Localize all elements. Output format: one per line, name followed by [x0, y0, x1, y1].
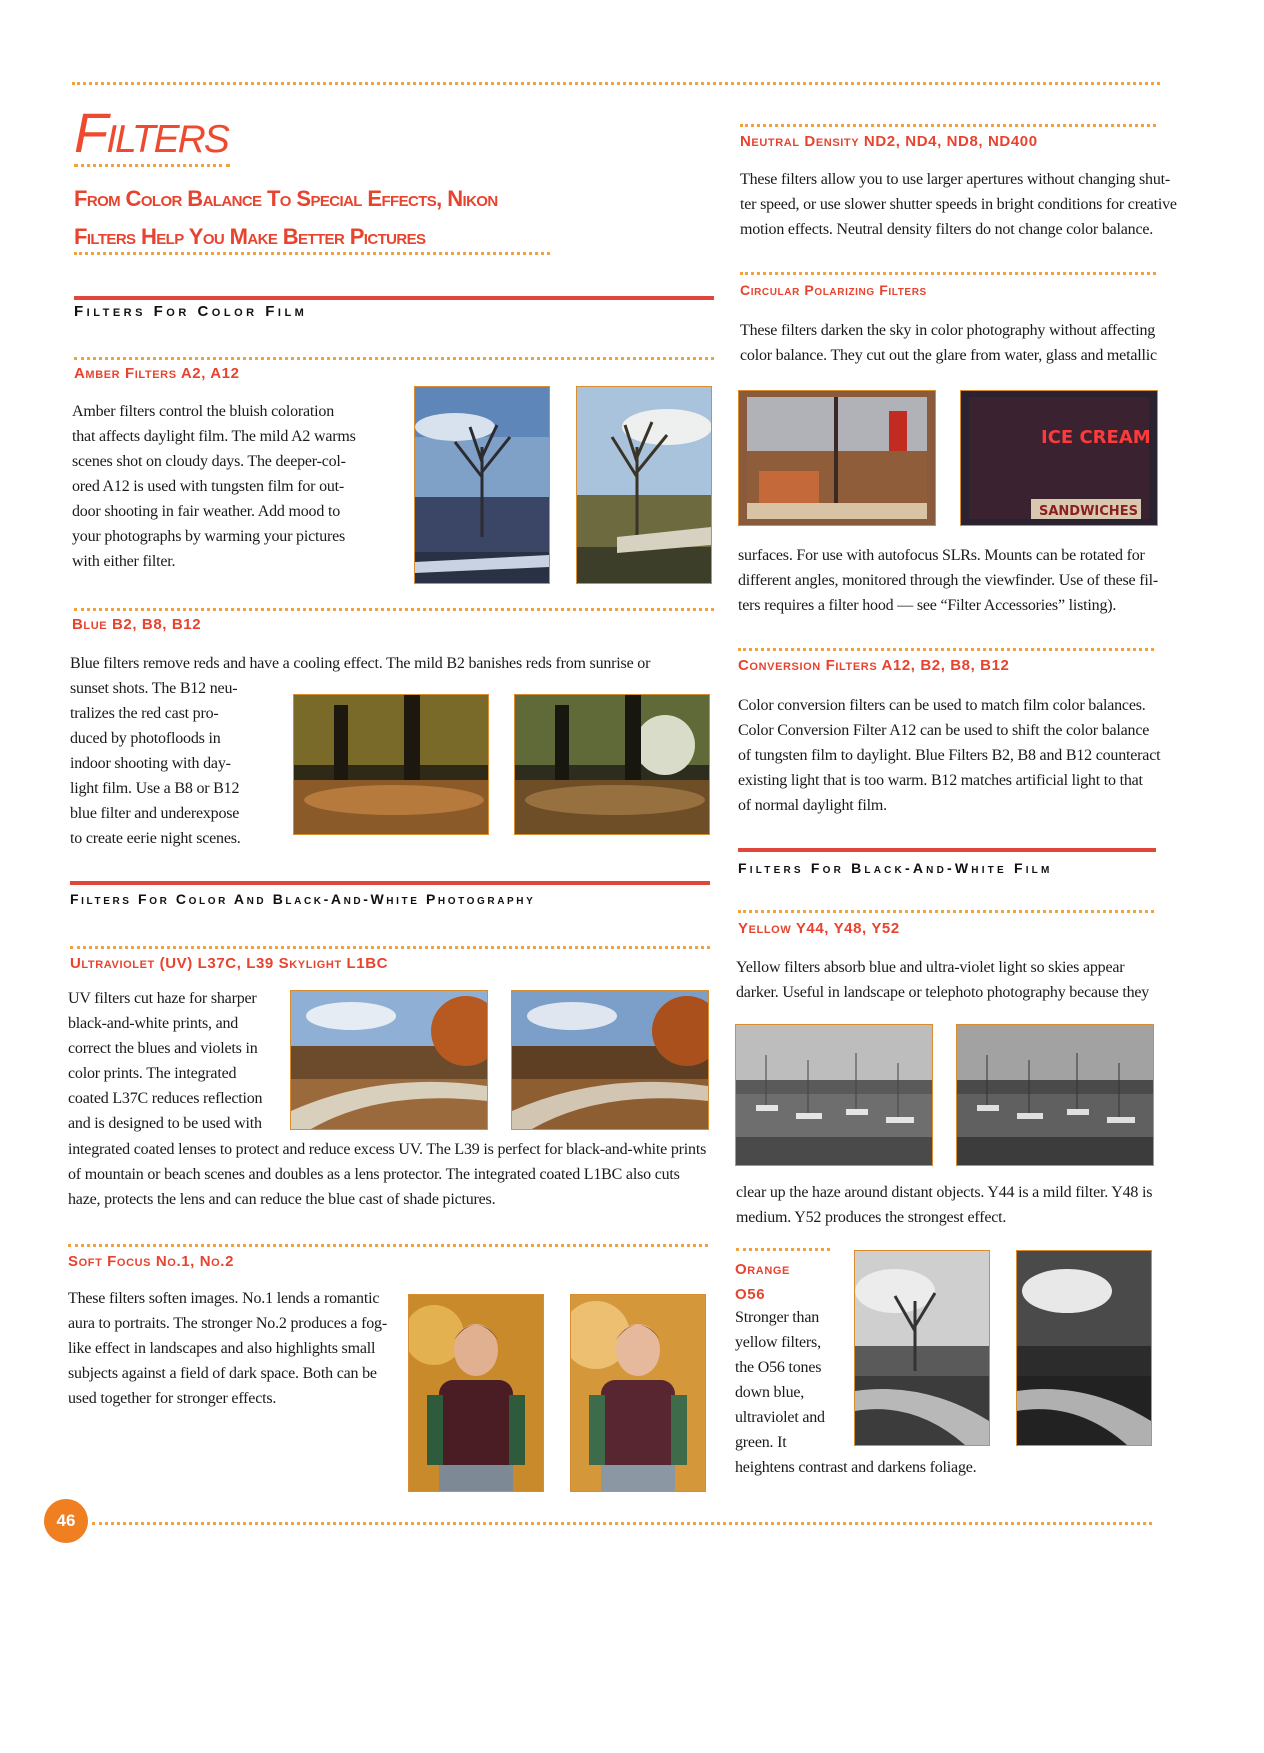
section-rule-color-film — [74, 296, 714, 300]
yellow-after-text — [736, 1180, 1156, 1230]
text-line: color prints. The integrated — [68, 1065, 237, 1082]
text-line: with either filter. — [72, 553, 176, 570]
conversion-heading: Conversion Filters A12, B2, B8, B12 — [738, 657, 1010, 674]
text-line: of mountain or beach scenes and doubles as a lens protector. The integrated coated L1BC also cuts — [68, 1166, 680, 1183]
sign-board-text: SANDWICHES — [1039, 504, 1138, 519]
nd-heading: Neutral Density ND2, ND4, ND8, ND400 — [740, 133, 1038, 150]
text-line: the O56 tones — [735, 1359, 822, 1376]
uv-text — [68, 986, 278, 1136]
amber-dotted-rule — [74, 357, 714, 360]
text-line: and is designed to be used with — [68, 1115, 262, 1132]
section-title-color-film: Filters For Color Film — [74, 303, 308, 320]
yellow-photo-after — [956, 1024, 1154, 1166]
amber-photo-after — [576, 386, 712, 584]
text-line: Amber filters control the bluish coloration — [72, 403, 335, 420]
text-line: correct the blues and violets in — [68, 1040, 258, 1057]
text-line: black-and-white prints, and — [68, 1015, 239, 1032]
conversion-dotted-rule — [738, 648, 1154, 651]
orange-last-line: heightens contrast and darkens foliage. — [735, 1459, 977, 1476]
orange-heading-line-2: O56 — [735, 1286, 766, 1303]
orange-heading-line-1: Orange — [735, 1261, 790, 1278]
text-line: existing light that is too warm. B12 matches artificial light to that — [738, 772, 1143, 789]
soft-photo-after — [570, 1294, 706, 1492]
text-line: coated L37C reduces reflection — [68, 1090, 263, 1107]
soft-photo-before — [408, 1294, 544, 1492]
text-line: Color conversion filters can be used to match film color balances. — [738, 697, 1146, 714]
text-line: Stronger than — [735, 1309, 820, 1326]
polar-after-text — [738, 543, 1158, 618]
polar-photo-after — [960, 390, 1158, 526]
subtitle-line-2: Filters Help You Make Better Pictures — [74, 224, 426, 249]
yellow-dotted-rule — [738, 910, 1154, 913]
text-line: haze, protects the lens and can reduce the blue cast of shade pictures. — [68, 1191, 496, 1208]
text-line: ultraviolet and — [735, 1409, 825, 1426]
amber-text — [72, 399, 402, 574]
blue-first-line: Blue filters remove reds and have a cooling effect. The mild B2 banishes reds from sunrise or — [70, 655, 651, 672]
subtitle-underline — [74, 252, 550, 255]
polar-text — [740, 318, 1160, 368]
bottom-dotted-rule — [92, 1522, 1152, 1525]
text-line: yellow filters, — [735, 1334, 821, 1351]
page-title: Filters — [74, 101, 228, 164]
text-line: These filters allow you to use larger apertures without changing shut- — [740, 171, 1171, 188]
text-line: used together for stronger effects. — [68, 1390, 277, 1407]
text-line: different angles, monitored through the viewfinder. Use of these fil- — [738, 572, 1159, 589]
text-line: These filters soften images. No.1 lends a romantic — [68, 1290, 380, 1307]
section-title-bw-film: Filters For Black-And-White Film — [738, 860, 1053, 876]
uv-photo-before — [290, 990, 488, 1130]
yellow-photo-before — [735, 1024, 933, 1166]
section-rule-color-bw — [70, 881, 710, 885]
text-line: door shooting in fair weather. Add mood to — [72, 503, 341, 520]
top-dotted-rule — [72, 82, 1160, 85]
nd-text — [740, 167, 1177, 242]
uv-photo-after — [511, 990, 709, 1130]
text-line: green. It — [735, 1434, 787, 1451]
text-line: of tungsten film to daylight. Blue Filters B2, B8 and B12 counteract — [738, 747, 1161, 764]
page-number-badge: 46 — [44, 1499, 88, 1543]
text-line: subjects against a field of dark space. Both can be — [68, 1365, 377, 1382]
text-line: your photographs by warming your pictures — [72, 528, 346, 545]
text-line: tralizes the red cast pro- — [70, 705, 219, 722]
sign-neon-text: ICE CREAM — [1041, 427, 1151, 448]
uv-wide-text — [68, 1137, 728, 1212]
text-line: Yellow filters absorb blue and ultra-violet light so skies appear — [736, 959, 1125, 976]
amber-photo-before — [414, 386, 550, 584]
text-line: color balance. They cut out the glare from water, glass and metallic — [740, 347, 1157, 364]
text-line: ter speed, or use slower shutter speeds in bright conditions for creative — [740, 196, 1177, 213]
text-line: motion effects. Neutral density filters do not change color balance. — [740, 221, 1154, 238]
text-line: like effect in landscapes and also highlights small — [68, 1340, 376, 1357]
polar-dotted-rule — [740, 272, 1156, 275]
text-line: of normal daylight film. — [738, 797, 887, 814]
orange-photo-before — [854, 1250, 990, 1446]
blue-photo-after — [514, 694, 710, 835]
text-line: duced by photofloods in — [70, 730, 221, 747]
text-line: that affects daylight film. The mild A2 warms — [72, 428, 356, 445]
text-line: surfaces. For use with autofocus SLRs. Mounts can be rotated for — [738, 547, 1145, 564]
text-line: darker. Useful in landscape or telephoto photography because they — [736, 984, 1150, 1001]
orange-heading — [735, 1257, 790, 1307]
page-subtitle — [74, 180, 714, 256]
orange-dotted-rule — [736, 1248, 830, 1251]
text-line: integrated coated lenses to protect and reduce excess UV. The L39 is perfect for black-and-white prints — [68, 1141, 707, 1158]
text-line: UV filters cut haze for sharper — [68, 990, 257, 1007]
soft-dotted-rule — [68, 1244, 708, 1247]
yellow-heading: Yellow Y44, Y48, Y52 — [738, 920, 900, 937]
polar-photo-before — [738, 390, 936, 526]
title-underline — [74, 164, 230, 167]
text-line: Color Conversion Filter A12 can be used to shift the color balance — [738, 722, 1150, 739]
subtitle-line-1: From Color Balance To Special Effects, Nikon — [74, 186, 498, 211]
orange-photo-after — [1016, 1250, 1152, 1446]
text-line: These filters darken the sky in color photography without affecting — [740, 322, 1156, 339]
text-line: indoor shooting with day- — [70, 755, 231, 772]
yellow-text — [736, 955, 1156, 1005]
text-line: down blue, — [735, 1384, 805, 1401]
blue-text — [70, 676, 270, 851]
section-title-color-bw: Filters For Color And Black-And-White Photography — [70, 891, 536, 907]
nd-dotted-rule — [740, 124, 1156, 127]
polar-heading: Circular Polarizing Filters — [740, 282, 927, 298]
soft-text — [68, 1286, 398, 1411]
blue-photo-before — [293, 694, 489, 835]
uv-heading: Ultraviolet (UV) L37C, L39 Skylight L1BC — [70, 955, 389, 972]
uv-dotted-rule — [70, 946, 710, 949]
text-line: scenes shot on cloudy days. The deeper-col- — [72, 453, 346, 470]
text-line: aura to portraits. The stronger No.2 produces a fog- — [68, 1315, 387, 1332]
orange-text — [735, 1305, 855, 1455]
amber-heading: Amber Filters A2, A12 — [74, 365, 240, 382]
text-line: ters requires a filter hood — see “Filter Accessories” listing). — [738, 597, 1117, 614]
text-line: blue filter and underexpose — [70, 805, 240, 822]
text-line: clear up the haze around distant objects. Y44 is a mild filter. Y48 is — [736, 1184, 1153, 1201]
soft-heading: Soft Focus No.1, No.2 — [68, 1253, 235, 1270]
blue-heading: Blue B2, B8, B12 — [72, 616, 202, 633]
text-line: light film. Use a B8 or B12 — [70, 780, 240, 797]
blue-dotted-rule — [74, 608, 714, 611]
text-line: medium. Y52 produces the strongest effect. — [736, 1209, 1007, 1226]
conversion-text — [738, 693, 1161, 818]
section-rule-bw-film — [738, 848, 1156, 852]
text-line: ored A12 is used with tungsten film for out- — [72, 478, 345, 495]
text-line: sunset shots. The B12 neu- — [70, 680, 238, 697]
text-line: to create eerie night scenes. — [70, 830, 241, 847]
